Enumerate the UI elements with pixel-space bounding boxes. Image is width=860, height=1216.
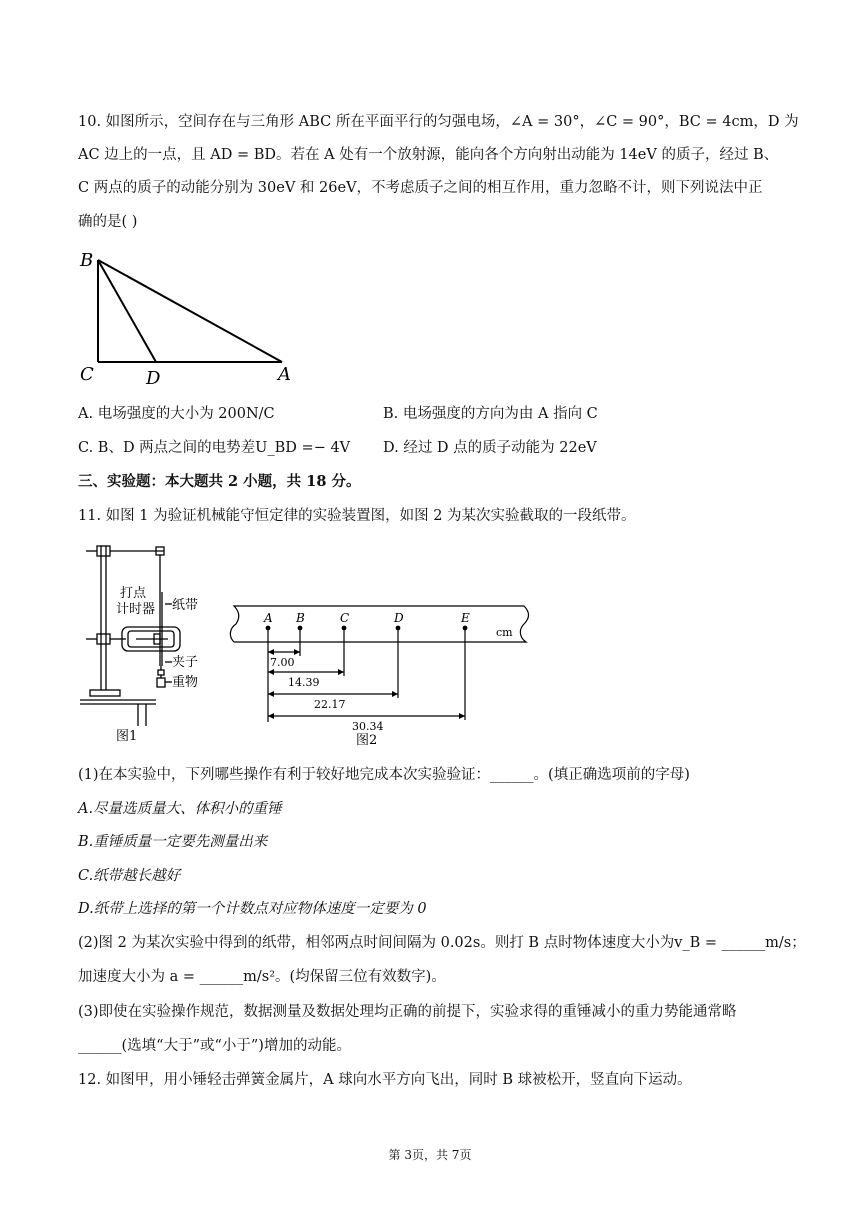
q11-figure1-apparatus (76, 538, 216, 748)
q12-intro: 12. 如图甲，用小锤轻击弹簧金属片，A 球向水平方向飞出，同时 B 球被松开，竖直向下运动。 (78, 1072, 692, 1088)
label-timer-1: 打点 (120, 586, 147, 601)
tape-point-c: C (340, 611, 350, 625)
tape-point-d: D (394, 611, 404, 625)
vertex-label-d: D (146, 368, 161, 389)
q10-option-d: D. 经过 D 点的质子动能为 22eV (383, 440, 597, 456)
distance-ab: 7.00 (270, 656, 295, 669)
q11-sub1: (1)在本实验中，下列哪些操作有利于较好地完成本次实验验证：______。(填正确选项前的字母) (78, 767, 690, 783)
q11-sub2-line2: 加速度大小为 a = ______m/s²。(均保留三位有效数字)。 (78, 969, 446, 985)
q11-sub3-line1: (3)即使在实验操作规范，数据测量及数据处理均正确的前提下，实验求得的重锤减小的重力势能通常略 (78, 1004, 737, 1020)
vertex-label-a: A (278, 364, 291, 385)
q11-intro: 11. 如图 1 为验证机械能守恒定律的实验装置图，如图 2 为某次实验截取的一段纸带。 (78, 508, 636, 524)
q11-sub2-line1: (2)图 2 为某次实验中得到的纸带，相邻两点时间间隔为 0.02s。则打 B 点时物体速度大小为v_B = ______m/s； (78, 935, 806, 951)
q11-choice-d: D.纸带上选择的第一个计数点对应物体速度一定要为 0 (78, 901, 427, 917)
label-clip: 夹子 (172, 655, 199, 670)
q11-sub3-line2: ______(选填“大于”或“小于”)增加的动能。 (78, 1038, 351, 1054)
distance-ac: 14.39 (288, 676, 320, 689)
distance-ad: 22.17 (314, 698, 346, 711)
q10-line-2: AC 边上的一点，且 AD = BD。若在 A 处有一个放射源，能向各个方向射出动能为 14eV 的质子，经过 B、 (78, 147, 779, 163)
tape-point-b: B (296, 611, 305, 625)
tape-point-e: E (461, 611, 470, 625)
figure2-caption: 图2 (356, 733, 378, 748)
q10-line-1: 10. 如图所示，空间存在与三角形 ABC 所在平面平行的匀强电场，∠A = 30°，∠C = 90°，BC = 4cm，D 为 (78, 114, 799, 130)
label-tape: 纸带 (172, 598, 199, 613)
q10-line-3: C 两点的质子的动能分别为 30eV 和 26eV，不考虑质子之间的相互作用，重力忽略不计，则下列说法中正 (78, 180, 763, 196)
distance-ae: 30.34 (352, 720, 384, 733)
q11-choice-c: C.纸带越长越好 (78, 868, 181, 884)
q10-line-4: 确的是( ) (78, 214, 138, 230)
label-timer-2: 计时器 (116, 602, 156, 617)
q10-option-b: B. 电场强度的方向为由 A 指向 C (383, 406, 598, 422)
page-footer: 第 3页，共 7页 (388, 1148, 472, 1162)
q10-option-c: C. B、D 两点之间的电势差U_BD =− 4V (78, 440, 351, 456)
vertex-label-b: B (80, 250, 94, 271)
tape-point-a: A (264, 611, 273, 625)
tape-unit: cm (496, 626, 513, 639)
vertex-label-c: C (80, 364, 94, 385)
q11-figure2-tape (224, 600, 536, 748)
q10-option-a: A. 电场强度的大小为 200N/C (78, 406, 275, 422)
q11-choice-a: A.尽量选质量大、体积小的重锤 (78, 801, 282, 817)
q11-choice-b: B.重锤质量一定要先测量出来 (78, 834, 268, 850)
section-heading: 三、实验题：本大题共 2 小题，共 18 分。 (78, 473, 361, 490)
label-weight: 重物 (172, 675, 199, 690)
figure1-caption: 图1 (116, 729, 138, 744)
q10-triangle-figure (76, 246, 306, 390)
